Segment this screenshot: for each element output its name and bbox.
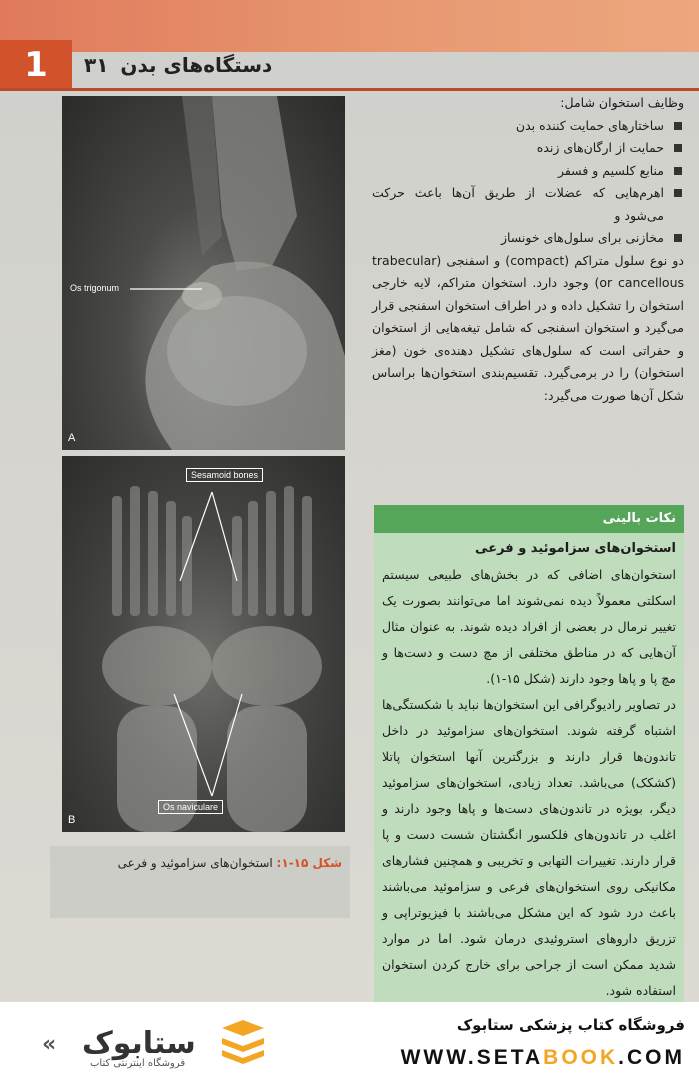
- chapter-title: دستگاه‌های بدن: [120, 53, 273, 77]
- url-start: WWW.SETA: [400, 1046, 544, 1069]
- book-stack-icon: [218, 1018, 268, 1064]
- list-item: منابع کلسیم و فسفر: [372, 160, 684, 183]
- figure-caption-text: استخوان‌های سزاموئید و فرعی: [117, 856, 273, 870]
- header-rule: [0, 88, 699, 91]
- clinical-notes-box: [374, 505, 684, 1002]
- main-text-column: [372, 92, 684, 407]
- os-trigonum-label: Os trigonum: [70, 283, 120, 293]
- bone-functions-list: [372, 115, 684, 250]
- store-banner[interactable]: [0, 1002, 699, 1080]
- chapter-number: 1: [0, 40, 72, 90]
- ankle-xray-image: [62, 96, 345, 450]
- xray-panel-b: [62, 456, 345, 832]
- sesamoid-bones-label: Sesamoid bones: [186, 468, 263, 482]
- store-name: فروشگاه کتاب پزشکی ستابوک: [456, 1016, 685, 1034]
- page-number: ۳۱: [84, 53, 109, 77]
- intro-line: وظایف استخوان شامل:: [560, 95, 684, 110]
- clinical-paragraph-1: استخوان‌های اضافی که در بخش‌های طبیعی سیستم اسکلتی معمولاً دیده نمی‌شوند اما می‌توانند بصورت یک تغییر نرمال در بعضی از افراد دیده شوند. به عنوان مثال آن‌هایی که در مناطق مختلفی از مچ دست و دست‌ها و مچ پا و پاها وجود دارند (شکل ۱۵-۱).: [382, 567, 676, 686]
- double-chevron-icon: «: [42, 1032, 57, 1057]
- store-url[interactable]: [401, 1046, 685, 1070]
- list-item: حمایت از ارگان‌های زنده: [372, 137, 684, 160]
- list-item: مخازنی برای سلول‌های خونساز: [372, 227, 684, 250]
- store-logo[interactable]: [22, 1018, 272, 1068]
- feet-xray-image: [62, 456, 345, 832]
- panel-a-letter: A: [68, 432, 76, 444]
- bone-types-paragraph: دو نوع سلول متراکم (compact) و اسفنجی (trabecular or cancellous) وجود دارد. استخوان متراکم، لایه خارجی استخوان را تشکیل داده و در اطراف استخوان اسفنجی قرار می‌گیرد و استخوان اسفنجی که شامل تیغه‌هایی از استخوان و حفراتی است که سلول‌های تشکیل دهنده‌ی خون (مغز استخوان) را در برمی‌گیرد. تقسیم‌بندی استخوان‌ها براساس شکل آن‌ها صورت می‌گیرد:: [372, 252, 685, 403]
- page-header: [0, 40, 699, 90]
- clinical-notes-title: استخوان‌های سزاموئید و فرعی: [475, 541, 676, 556]
- figure-caption-label: شکل ۱۵-۱:: [276, 856, 342, 870]
- logo-subtitle: فروشگاه اینترنتی کتاب: [90, 1058, 186, 1069]
- url-accent: BOOK: [543, 1046, 619, 1069]
- url-end: .COM: [618, 1046, 685, 1069]
- clinical-notes-heading: نکات بالینی: [374, 505, 684, 533]
- list-item: ساختارهای حمایت کننده بدن: [372, 115, 684, 138]
- list-item: اهرم‌هایی که عضلات از طریق آن‌ها باعث حرکت می‌شود و: [372, 182, 684, 227]
- running-head: [84, 48, 272, 82]
- xray-panel-a: [62, 96, 345, 450]
- panel-b-letter: B: [68, 814, 76, 826]
- logo-text: ستابوک: [82, 1026, 196, 1061]
- clinical-paragraph-2: در تصاویر رادیوگرافی این استخوان‌ها نباید با شکستگی‌ها اشتباه گرفته شوند. استخوان‌های سزاموئید در داخل تاندون‌ها قرار دارند و بزرگترین آنها استخوان پاتلا (کشکک) می‌باشد. تعداد زیادی، استخوان‌های سزاموئید دیگر، بویژه در تاندون‌های دست‌ها و پاها وجود دارند و اغلب در تاندون‌های فلکسور انگشتان شست دست و پا قرار دارند. تغییرات التهابی و تخریبی و همچنین فشارهای مکانیکی روی استخوان‌های فرعی و سزاموئید می‌باشند باعث درد شود که این مشکل می‌باشند با فیزیوتراپی و تزریق داروهای استروئیدی درمان شود. اما در موارد شدید ممکن است از جراحی برای خارج کردن استخوان استفاده شود.: [382, 697, 676, 998]
- figure-caption: [50, 846, 350, 918]
- os-naviculare-label: Os naviculare: [158, 800, 223, 814]
- clinical-notes-body: [374, 533, 684, 1002]
